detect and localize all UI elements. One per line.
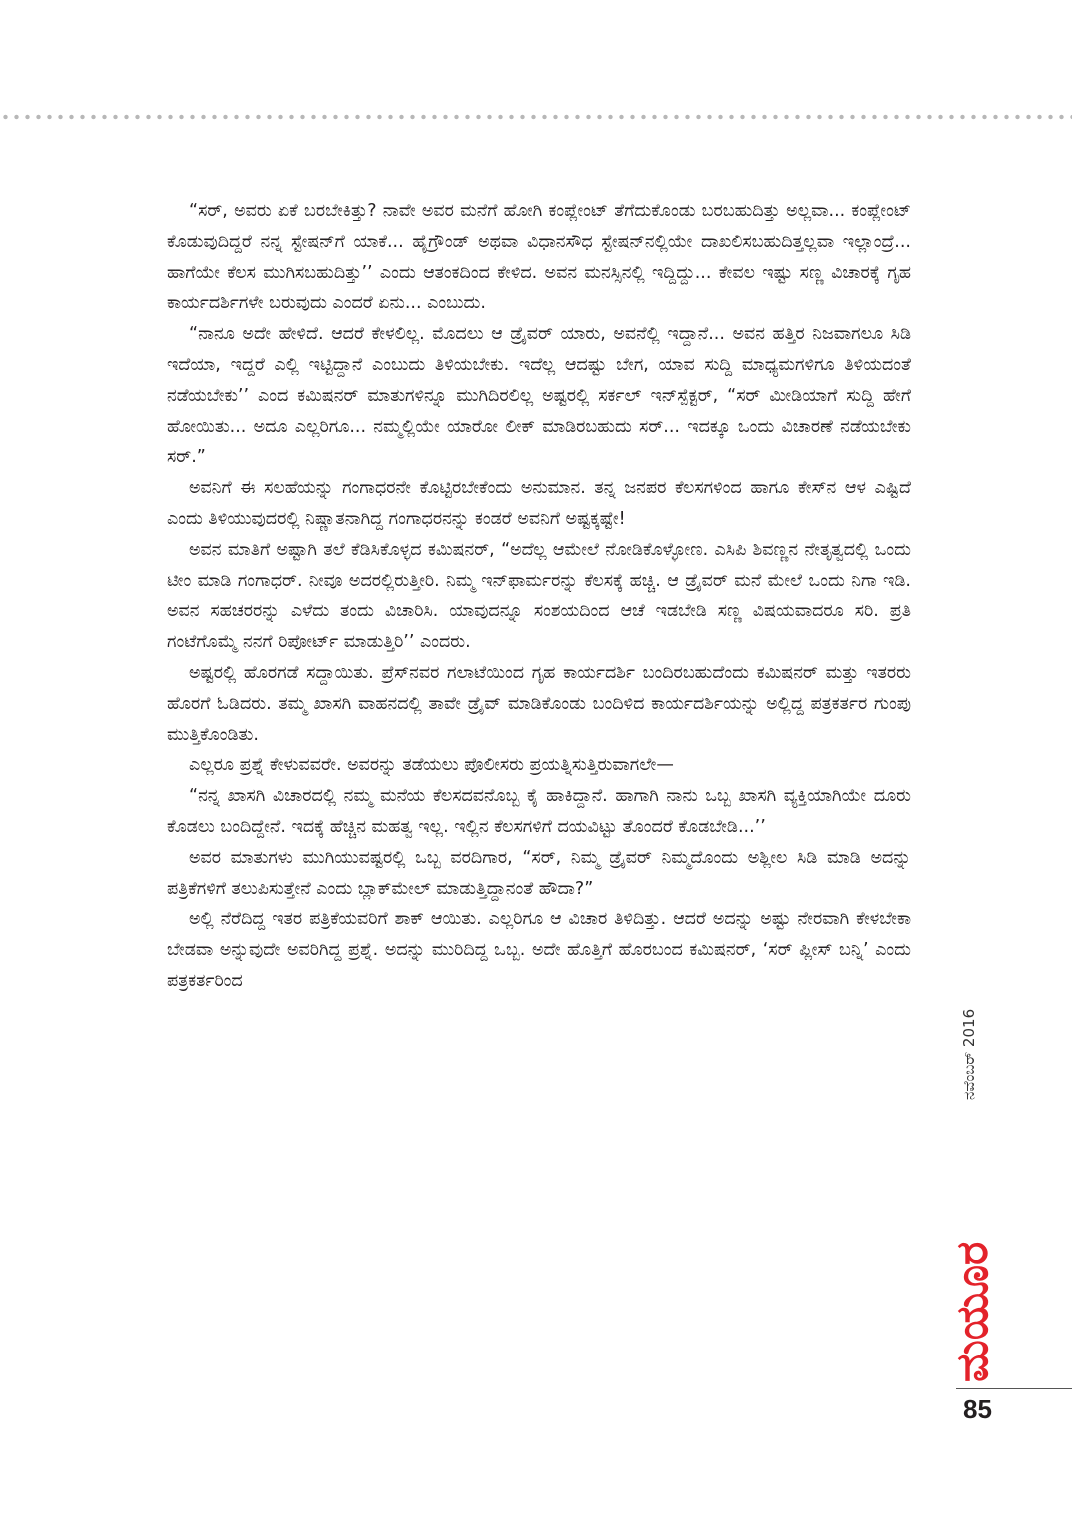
paragraph: ಅಷ್ಟರಲ್ಲಿ ಹೊರಗಡೆ ಸದ್ದಾಯಿತು. ಪ್ರೆಸ್‌ನವರ ಗಲಾಟೆಯಿಂದ ಗೃಹ ಕಾರ್ಯದರ್ಶಿ ಬಂದಿರಬಹುದೆಂದು ಕಮಿಷನರ್ ಮತ್ತು ಇತರರು ಹೊರಗೆ ಓಡಿದರು. ತಮ್ಮ ಖಾಸಗಿ ವಾಹನದಲ್ಲಿ ತಾವೇ ಡ್ರೈವ್ ಮಾಡಿಕೊಂಡು ಬಂದಿಳಿದ ಕಾರ್ಯದರ್ಶಿಯನ್ನು ಅಲ್ಲಿದ್ದ ಪತ್ರಕರ್ತರ ಗುಂಪು ಮುತ್ತಿಕೊಂಡಿತು. bbox=[167, 662, 911, 745]
paragraph: “ನನ್ನ ಖಾಸಗಿ ವಿಚಾರದಲ್ಲಿ ನಮ್ಮ ಮನೆಯ ಕೆಲಸದವನೊಬ್ಬ ಕೈ ಹಾಕಿದ್ದಾನೆ. ಹಾಗಾಗಿ ನಾನು ಒಬ್ಬ ಖಾಸಗಿ ವ್ಯಕ್ತಿಯಾಗಿಯೇ ದೂರು ಕೊಡಲು ಬಂದಿದ್ದೇನೆ. ಇದಕ್ಕೆ ಹೆಚ್ಚಿನ ಮಹತ್ವ ಇಲ್ಲ. ಇಲ್ಲಿನ ಕೆಲಸಗಳಿಗೆ ದಯವಿಟ್ಟು ತೊಂದರೆ ಕೊಡಬೇಡಿ...’’ bbox=[167, 786, 911, 837]
paragraph: ಅವರ ಮಾತುಗಳು ಮುಗಿಯುವಷ್ಟರಲ್ಲಿ ಒಬ್ಬ ವರದಿಗಾರ, “ಸರ್, ನಿಮ್ಮ ಡ್ರೈವರ್ ನಿಮ್ಮದೊಂದು ಅಶ್ಲೀಲ ಸಿಡಿ ಮಾಡಿ ಅದನ್ನು ಪತ್ರಿಕೆಗಳಿಗೆ ತಲುಪಿಸುತ್ತೇನೆ ಎಂದು ಬ್ಲಾಕ್‌ಮೇಲ್ ಮಾಡುತ್ತಿದ್ದಾನಂತೆ ಹೌದಾ?” bbox=[167, 847, 911, 899]
paragraph: ಅಲ್ಲಿ ನೆರೆದಿದ್ದ ಇತರ ಪತ್ರಿಕೆಯವರಿಗೆ ಶಾಕ್ ಆಯಿತು. ಎಲ್ಲರಿಗೂ ಆ ವಿಚಾರ ತಿಳಿದಿತ್ತು. ಆದರೆ ಅದನ್ನು ಅಷ್ಟು ನೇರವಾಗಿ ಕೇಳಬೇಕಾ ಬೇಡವಾ ಅನ್ನುವುದೇ ಅವರಿಗಿದ್ದ ಪ್ರಶ್ನೆ. ಅದನ್ನು ಮುರಿದಿದ್ದ ಒಬ್ಬ. ಅದೇ ಹೊತ್ತಿಗೆ ಹೊರಬಂದ ಕಮಿಷನರ್, ‘ಸರ್ ಪ್ಲೀಸ್ ಬನ್ನಿ’ ಎಂದು ಪತ್ರಕರ್ತರಿಂದ bbox=[167, 909, 911, 991]
paragraph: ಎಲ್ಲರೂ ಪ್ರಶ್ನೆ ಕೇಳುವವರೇ. ಅವರನ್ನು ತಡೆಯಲು ಪೊಲೀಸರು ಪ್ರಯತ್ನಿಸುತ್ತಿರುವಾಗಲೇ— bbox=[189, 755, 674, 776]
article-body bbox=[167, 196, 911, 997]
paragraph: “ನಾನೂ ಅದೇ ಹೇಳಿದೆ. ಆದರೆ ಕೇಳಲಿಲ್ಲ. ಮೊದಲು ಆ ಡ್ರೈವರ್ ಯಾರು, ಅವನೆಲ್ಲಿ ಇದ್ದಾನೆ... ಅವನ ಹತ್ತಿರ ನಿಜವಾಗಲೂ ಸಿಡಿ ಇದೆಯಾ, ಇದ್ದರೆ ಎಲ್ಲಿ ಇಟ್ಟಿದ್ದಾನೆ ಎಂಬುದು ತಿಳಿಯಬೇಕು. ಇದೆಲ್ಲ ಆದಷ್ಟು ಬೇಗ, ಯಾವ ಸುದ್ದಿ ಮಾಧ್ಯಮಗಳಿಗೂ ತಿಳಿಯದಂತೆ ನಡೆಯಬೇಕು’’ ಎಂದ ಕಮಿಷನರ್ ಮಾತುಗಳಿನ್ನೂ ಮುಗಿದಿರಲಿಲ್ಲ ಅಷ್ಟರಲ್ಲಿ ಸರ್ಕಲ್ ಇನ್‌ಸ್ಪೆಕ್ಟರ್, “ಸರ್ ಮೀಡಿಯಾಗೆ ಸುದ್ದಿ ಹೇಗೆ ಹೋಯಿತು... ಅದೂ ಎಲ್ಲರಿಗೂ... ನಮ್ಮಲ್ಲಿಯೇ ಯಾರೋ ಲೀಕ್ ಮಾಡಿರಬಹುದು ಸರ್... ಇದಕ್ಕೂ ಒಂದು ವಿಚಾರಣೆ ನಡೆಯಬೇಕು ಸರ್.” bbox=[167, 324, 911, 468]
paragraph: ಅವನಿಗೆ ಈ ಸಲಹೆಯನ್ನು ಗಂಗಾಧರನೇ ಕೊಟ್ಟಿರಬೇಕೆಂದು ಅನುಮಾನ. ತನ್ನ ಜನಪರ ಕೆಲಸಗಳಿಂದ ಹಾಗೂ ಕೇಸ್‌ನ ಆಳ ಎಷ್ಟಿದೆ ಎಂದು ತಿಳಿಯುವುದರಲ್ಲಿ ನಿಷ್ಣಾತನಾಗಿದ್ದ ಗಂಗಾಧರನನ್ನು ಕಂಡರೆ ಅವನಿಗೆ ಅಷ್ಟಕ್ಕಷ್ಟೇ! bbox=[167, 478, 911, 529]
magazine-title: ಮಯೂರ bbox=[947, 1241, 998, 1382]
footer-rule bbox=[956, 1388, 1072, 1389]
paragraph: ಅವನ ಮಾತಿಗೆ ಅಷ್ಟಾಗಿ ತಲೆ ಕೆಡಿಸಿಕೊಳ್ಳದ ಕಮಿಷನರ್, “ಅದೆಲ್ಲ ಆಮೇಲೆ ನೋಡಿಕೊಳ್ಳೋಣ. ಎಸಿಪಿ ಶಿವಣ್ಣನ ನೇತೃತ್ವದಲ್ಲಿ ಒಂದು ಟೀಂ ಮಾಡಿ ಗಂಗಾಧರ್. ನೀವೂ ಅದರಲ್ಲಿರುತ್ತೀರಿ. ನಿಮ್ಮ ಇನ್‌ಫಾರ್ಮರನ್ನು ಕೆಲಸಕ್ಕೆ ಹಚ್ಚಿ. ಆ ಡ್ರೈವರ್ ಮನೆ ಮೇಲೆ ಒಂದು ನಿಗಾ ಇಡಿ. ಅವನ ಸಹಚರರನ್ನು ಎಳೆದು ತಂದು ವಿಚಾರಿಸಿ. ಯಾವುದನ್ನೂ ಸಂಶಯದಿಂದ ಆಚೆ ಇಡಬೇಡಿ ಸಣ್ಣ ವಿಷಯವಾದರೂ ಸರಿ. ಪ್ರತಿ ಗಂಟೆಗೊಮ್ಮೆ ನನಗೆ ರಿಪೋರ್ಟ್ ಮಾಡುತ್ತಿರಿ’’ ಎಂದರು. bbox=[167, 539, 911, 653]
page-number: 85 bbox=[963, 1394, 992, 1424]
issue-date: ನವೆಂಬರ್ 2016 bbox=[960, 1008, 978, 1100]
dotted-divider bbox=[0, 114, 1072, 120]
paragraph: “ಸರ್, ಅವರು ಏಕೆ ಬರಬೇಕಿತ್ತು? ನಾವೇ ಅವರ ಮನೆಗೆ ಹೋಗಿ ಕಂಪ್ಲೇಂಟ್ ತೆಗೆದುಕೊಂಡು ಬರಬಹುದಿತ್ತು ಅಲ್ಲವಾ... ಕಂಪ್ಲೇಂಟ್ ಕೊಡುವುದಿದ್ದರೆ ನನ್ನ ಸ್ಟೇಷನ್‌ಗೆ ಯಾಕೆ... ಹೈಗ್ರೌಂಡ್ ಅಥವಾ ವಿಧಾನಸೌಧ ಸ್ಟೇಷನ್‌ನಲ್ಲಿಯೇ ದಾಖಲಿಸಬಹುದಿತ್ತಲ್ಲವಾ ಇಲ್ಲಾಂದ್ರೆ... ಹಾಗೆಯೇ ಕೆಲಸ ಮುಗಿಸಬಹುದಿತ್ತು’’ ಎಂದು ಆತಂಕದಿಂದ ಕೇಳಿದ. ಅವನ ಮನಸ್ಸಿನಲ್ಲಿ ಇದ್ದಿದ್ದು... ಕೇವಲ ಇಷ್ಟು ಸಣ್ಣ ವಿಚಾರಕ್ಕೆ ಗೃಹ ಕಾರ್ಯದರ್ಶಿಗಳೇ ಬರುವುದು ಎಂದರೆ ಏನು... ಎಂಬುದು. bbox=[167, 201, 911, 314]
